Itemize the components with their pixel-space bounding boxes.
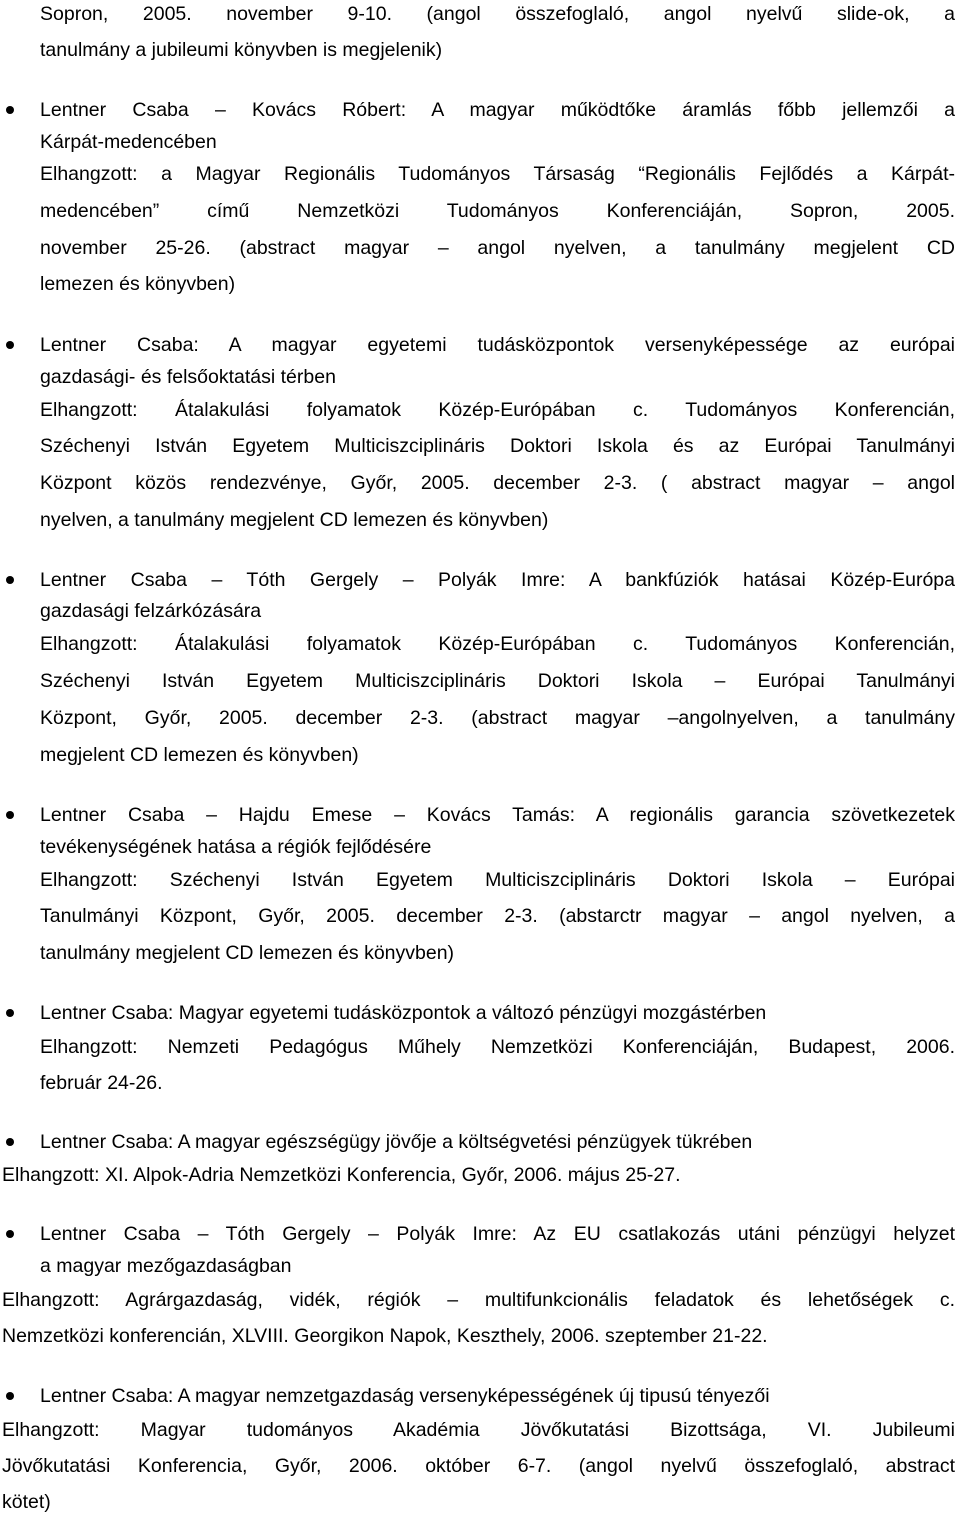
text-line: Jövőkutatási Konferencia, Győr, 2006. október 6-7. (angol nyelvű összefoglaló, abstract (2, 1455, 955, 1477)
entry-title: gazdasági- és felsőoktatási térben (40, 366, 336, 388)
entry-title: Lentner Csaba – Hajdu Emese – Kovács Tamás: A regionális garancia szövetkezetek (40, 804, 955, 826)
entry-title: Lentner Csaba – Tóth Gergely – Polyák Imre: Az EU csatlakozás utáni pénzügyi helyzet (40, 1223, 955, 1245)
entry-title: Lentner Csaba: A magyar egészségügy jövője a költségvetési pénzügyek tükrében (40, 1131, 753, 1153)
text-line: Elhangzott: Átalakulási folyamatok Közép-Európában c. Tudományos Konferencián, (40, 399, 955, 421)
text-line: medencében” című Nemzetközi Tudományos Konferenciáján, Sopron, 2005. (40, 200, 955, 222)
text-line: Elhangzott: Széchenyi István Egyetem Multiciszciplináris Doktori Iskola – Európai (40, 869, 955, 891)
entry-title: Lentner Csaba: Magyar egyetemi tudásközpontok a változó pénzügyi mozgástérben (40, 1002, 767, 1024)
text-line: kötet) (2, 1491, 51, 1513)
text-line: Sopron, 2005. november 9-10. (angol összefoglaló, angol nyelvű slide-ok, a (40, 3, 955, 25)
text-line: tanulmány a jubileumi könyvben is megjelenik) (40, 39, 443, 61)
text-line: megjelent CD lemezen és könyvben) (40, 744, 359, 766)
bullet-icon (6, 1009, 14, 1017)
entry-title: Lentner Csaba – Tóth Gergely – Polyák Imre: A bankfúziók hatásai Közép-Európa (40, 569, 955, 591)
text-line: Központ közös rendezvénye, Győr, 2005. december 2-3. ( abstract magyar – angol (40, 472, 955, 494)
bullet-icon (6, 341, 14, 349)
text-line: Központ, Győr, 2005. december 2-3. (abstract magyar –angolnyelven, a tanulmány (40, 707, 955, 729)
text-line: Elhangzott: Magyar tudományos Akadémia Jövőkutatási Bizottsága, VI. Jubileumi (2, 1419, 955, 1441)
text-line: Elhangzott: XI. Alpok-Adria Nemzetközi Konferencia, Győr, 2006. május 25-27. (2, 1164, 681, 1186)
entry-title: Lentner Csaba: A magyar egyetemi tudásközpontok versenyképessége az európai (40, 334, 955, 356)
text-line: Széchenyi István Egyetem Multiciszciplináris Doktori Iskola és az Európai Tanulmányi (40, 435, 955, 457)
text-line: Tanulmányi Központ, Győr, 2005. december 2-3. (abstarctr magyar – angol nyelven, a (40, 905, 955, 927)
text-line: tanulmány megjelent CD lemezen és könyvben) (40, 942, 455, 964)
text-line: Nemzetközi konferencián, XLVIII. Georgikon Napok, Keszthely, 2006. szeptember 21-22. (2, 1325, 768, 1347)
text-line: Elhangzott: a Magyar Regionális Tudományos Társaság “Regionális Fejlődés a Kárpát- (40, 163, 955, 185)
text-line: Elhangzott: Agrárgazdaság, vidék, régiók – multifunkcionális feladatok és lehetőségek c. (2, 1289, 955, 1311)
text-line: lemezen és könyvben) (40, 273, 236, 295)
bullet-icon (6, 106, 14, 114)
text-line: nyelven, a tanulmány megjelent CD lemezen és könyvben) (40, 509, 549, 531)
entry-title: gazdasági felzárkózására (40, 600, 262, 622)
bullet-icon (6, 811, 14, 819)
bullet-icon (6, 1138, 14, 1146)
text-line: Széchenyi István Egyetem Multiciszciplináris Doktori Iskola – Európai Tanulmányi (40, 670, 955, 692)
text-line: Elhangzott: Nemzeti Pedagógus Műhely Nemzetközi Konferenciáján, Budapest, 2006. (40, 1036, 955, 1058)
entry-title: Kárpát-medencében (40, 131, 217, 153)
entry-title: Lentner Csaba – Kovács Róbert: A magyar működtőke áramlás főbb jellemzői a (40, 99, 955, 121)
entry-title: tevékenységének hatása a régiók fejlődésére (40, 836, 432, 858)
text-line: február 24-26. (40, 1072, 163, 1094)
bullet-icon (6, 1392, 14, 1400)
text-line: Elhangzott: Átalakulási folyamatok Közép-Európában c. Tudományos Konferencián, (40, 633, 955, 655)
entry-title: a magyar mezőgazdaságban (40, 1255, 292, 1277)
entry-title: Lentner Csaba: A magyar nemzetgazdaság versenyképességének új tipusú tényezői (40, 1385, 770, 1407)
bullet-icon (6, 1230, 14, 1238)
bullet-icon (6, 576, 14, 584)
text-line: november 25-26. (abstract magyar – angol nyelven, a tanulmány megjelent CD (40, 237, 955, 259)
